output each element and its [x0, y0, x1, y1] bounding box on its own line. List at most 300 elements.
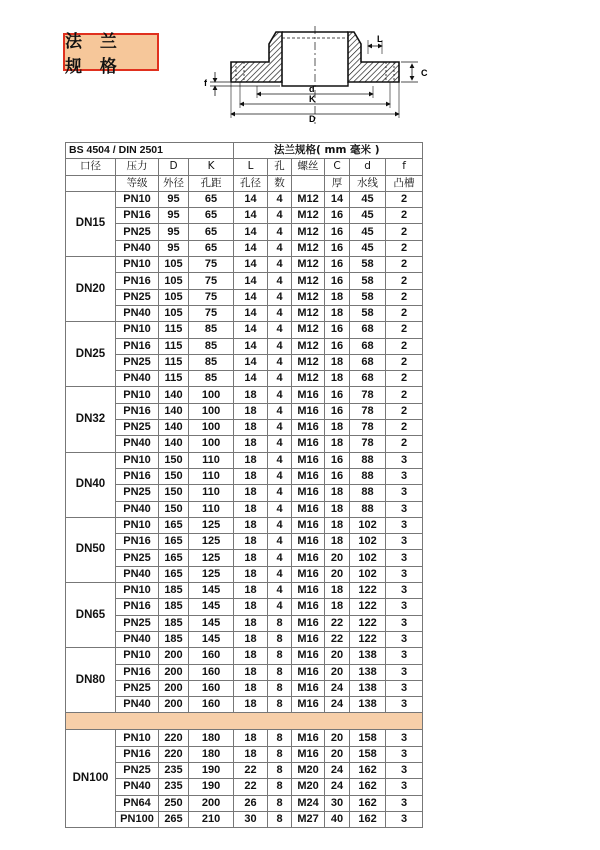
table-cell: 18: [234, 599, 268, 615]
table-cell: 18: [325, 501, 350, 517]
col-subheader-outer-diameter: 外径: [159, 175, 189, 191]
table-cell: 4: [268, 371, 292, 387]
table-cell: 75: [189, 273, 234, 289]
table-cell: 18: [234, 730, 268, 746]
table-cell: 200: [189, 795, 234, 811]
table-cell: 200: [159, 648, 189, 664]
table-cell: PN100: [116, 811, 159, 827]
table-cell: PN25: [116, 354, 159, 370]
table-cell: 100: [189, 436, 234, 452]
table-cell: 78: [350, 403, 386, 419]
table-cell: 138: [350, 697, 386, 713]
table-cell: 105: [159, 273, 189, 289]
table-cell: 85: [189, 371, 234, 387]
table-cell: 14: [234, 289, 268, 305]
table-cell: 8: [268, 795, 292, 811]
table-row: [66, 697, 423, 713]
table-cell: 18: [234, 436, 268, 452]
table-cell: 8: [268, 664, 292, 680]
table-cell: PN64: [116, 795, 159, 811]
table-cell: 24: [325, 762, 350, 778]
table-cell: 140: [159, 387, 189, 403]
standard-label: BS 4504 / DIN 2501: [66, 143, 234, 159]
table-cell: 40: [325, 811, 350, 827]
table-cell: 68: [350, 338, 386, 354]
table-cell: 115: [159, 322, 189, 338]
table-cell: 18: [234, 664, 268, 680]
table-cell: 190: [189, 779, 234, 795]
table-cell: 58: [350, 289, 386, 305]
table-cell: 160: [189, 664, 234, 680]
table-cell: 4: [268, 289, 292, 305]
table-cell: 16: [325, 273, 350, 289]
table-cell: 2: [386, 191, 423, 207]
table-cell: 4: [268, 534, 292, 550]
table-cell: 4: [268, 452, 292, 468]
table-cell: 8: [268, 762, 292, 778]
table-cell: 162: [350, 795, 386, 811]
col-subheader-waterline: 水线: [350, 175, 386, 191]
table-cell: 162: [350, 779, 386, 795]
table-cell: 16: [325, 208, 350, 224]
table-cell: 2: [386, 420, 423, 436]
table-cell: 2: [386, 371, 423, 387]
table-cell: 3: [386, 664, 423, 680]
table-cell: 16: [325, 387, 350, 403]
table-cell: 26: [234, 795, 268, 811]
table-cell: PN16: [116, 403, 159, 419]
col-header-d-waterline: d: [350, 159, 386, 175]
table-cell: 125: [189, 534, 234, 550]
col-header-k: K: [189, 159, 234, 175]
table-cell: 16: [325, 468, 350, 484]
table-cell: 18: [234, 468, 268, 484]
table-cell: 14: [234, 371, 268, 387]
table-cell: 100: [189, 387, 234, 403]
table-cell: 3: [386, 795, 423, 811]
table-cell: 3: [386, 631, 423, 647]
table-cell: 4: [268, 208, 292, 224]
table-cell: 2: [386, 273, 423, 289]
table-cell: M16: [292, 566, 325, 582]
table-cell: 18: [234, 387, 268, 403]
table-row: [66, 468, 423, 484]
table-row: [66, 387, 423, 403]
table-row: [66, 566, 423, 582]
table-row: [66, 795, 423, 811]
table-cell: 14: [234, 273, 268, 289]
table-cell: PN16: [116, 599, 159, 615]
table-cell: 165: [159, 550, 189, 566]
table-cell: M12: [292, 338, 325, 354]
table-cell: PN40: [116, 371, 159, 387]
table-cell: PN10: [116, 257, 159, 273]
table-cell: M12: [292, 354, 325, 370]
table-cell: 185: [159, 583, 189, 599]
table-cell: 110: [189, 468, 234, 484]
nominal-size-cell: DN100: [66, 730, 116, 828]
table-cell: 22: [234, 779, 268, 795]
table-cell: 102: [350, 534, 386, 550]
table-cell: 4: [268, 566, 292, 582]
table-cell: 24: [325, 680, 350, 696]
table-cell: 16: [325, 322, 350, 338]
table-cell: 3: [386, 566, 423, 582]
table-cell: 18: [325, 436, 350, 452]
table-cell: 125: [189, 566, 234, 582]
table-cell: 4: [268, 191, 292, 207]
table-cell: 16: [325, 338, 350, 354]
table-cell: PN16: [116, 208, 159, 224]
table-cell: 2: [386, 208, 423, 224]
table-cell: M12: [292, 257, 325, 273]
table-cell: 14: [234, 240, 268, 256]
col-header-bolt: 螺丝: [292, 159, 325, 175]
table-row: [66, 273, 423, 289]
table-cell: M16: [292, 501, 325, 517]
table-cell: 160: [189, 697, 234, 713]
table-cell: 145: [189, 615, 234, 631]
table-cell: 235: [159, 779, 189, 795]
table-cell: 105: [159, 289, 189, 305]
table-cell: 18: [234, 403, 268, 419]
table-cell: M16: [292, 631, 325, 647]
table-cell: 18: [234, 697, 268, 713]
table-cell: PN10: [116, 452, 159, 468]
table-cell: 14: [234, 257, 268, 273]
table-cell: 160: [189, 680, 234, 696]
table-cell: 18: [325, 485, 350, 501]
table-cell: 58: [350, 305, 386, 321]
table-cell: M16: [292, 664, 325, 680]
table-cell: 122: [350, 631, 386, 647]
table-cell: 78: [350, 387, 386, 403]
table-cell: 14: [234, 338, 268, 354]
table-cell: PN40: [116, 240, 159, 256]
table-cell: 2: [386, 338, 423, 354]
table-cell: 18: [234, 648, 268, 664]
table-cell: 95: [159, 224, 189, 240]
table-row: [66, 338, 423, 354]
nominal-size-cell: DN20: [66, 257, 116, 322]
table-cell: 162: [350, 762, 386, 778]
table-cell: 3: [386, 779, 423, 795]
table-cell: 45: [350, 224, 386, 240]
table-row: [66, 289, 423, 305]
table-cell: 3: [386, 746, 423, 762]
table-row: [66, 371, 423, 387]
table-cell: 145: [189, 583, 234, 599]
table-cell: 4: [268, 583, 292, 599]
dim-label-k: K: [309, 94, 316, 104]
table-cell: 4: [268, 273, 292, 289]
flange-right-section: [348, 32, 399, 82]
table-cell: 3: [386, 583, 423, 599]
table-cell: PN10: [116, 387, 159, 403]
table-cell: 8: [268, 648, 292, 664]
table-row: [66, 762, 423, 778]
col-header-holes: 孔: [268, 159, 292, 175]
page-title: 法 兰 规 格: [63, 33, 159, 71]
table-cell: 125: [189, 550, 234, 566]
table-cell: M12: [292, 322, 325, 338]
table-cell: 18: [325, 420, 350, 436]
table-cell: M12: [292, 191, 325, 207]
table-cell: PN16: [116, 534, 159, 550]
table-row: [66, 485, 423, 501]
table-cell: 18: [234, 517, 268, 533]
table-cell: 78: [350, 436, 386, 452]
table-cell: M12: [292, 240, 325, 256]
table-cell: 138: [350, 664, 386, 680]
table-cell: 18: [234, 420, 268, 436]
table-cell: 85: [189, 354, 234, 370]
table-cell: 85: [189, 338, 234, 354]
table-cell: 65: [189, 224, 234, 240]
table-cell: M16: [292, 583, 325, 599]
table-cell: 4: [268, 517, 292, 533]
table-row: [66, 550, 423, 566]
table-cell: 2: [386, 257, 423, 273]
table-cell: 185: [159, 599, 189, 615]
table-cell: PN10: [116, 191, 159, 207]
table-cell: 2: [386, 224, 423, 240]
table-cell: 138: [350, 680, 386, 696]
table-cell: 14: [234, 191, 268, 207]
table-cell: 185: [159, 615, 189, 631]
table-cell: 95: [159, 240, 189, 256]
table-cell: 45: [350, 208, 386, 224]
table-cell: PN25: [116, 550, 159, 566]
table-cell: 122: [350, 615, 386, 631]
table-cell: 14: [234, 208, 268, 224]
table-cell: 14: [234, 354, 268, 370]
col-subheader-bolt-empty: [292, 175, 325, 191]
table-cell: PN10: [116, 583, 159, 599]
table-cell: PN40: [116, 779, 159, 795]
table-cell: 160: [189, 648, 234, 664]
section-separator: [66, 713, 423, 730]
table-cell: M16: [292, 468, 325, 484]
table-cell: M16: [292, 599, 325, 615]
table-cell: M16: [292, 436, 325, 452]
table-row: [66, 224, 423, 240]
table-cell: 125: [189, 517, 234, 533]
table-cell: 8: [268, 746, 292, 762]
table-cell: 3: [386, 468, 423, 484]
table-cell: 150: [159, 501, 189, 517]
table-cell: 18: [234, 631, 268, 647]
table-cell: PN25: [116, 420, 159, 436]
table-row: [66, 436, 423, 452]
table-cell: 138: [350, 648, 386, 664]
col-subheader-grade: 等级: [116, 175, 159, 191]
table-cell: 18: [325, 305, 350, 321]
table-cell: M16: [292, 697, 325, 713]
table-cell: 18: [325, 289, 350, 305]
table-cell: PN16: [116, 468, 159, 484]
table-row: [66, 730, 423, 746]
table-cell: 3: [386, 680, 423, 696]
table-row: [66, 615, 423, 631]
col-subheader-groove: 凸槽: [386, 175, 423, 191]
col-header-size: 口径: [66, 159, 116, 175]
table-cell: PN40: [116, 697, 159, 713]
table-cell: PN16: [116, 273, 159, 289]
table-cell: 18: [325, 599, 350, 615]
table-cell: 105: [159, 257, 189, 273]
nominal-size-cell: DN80: [66, 648, 116, 713]
table-cell: 3: [386, 762, 423, 778]
table-cell: 4: [268, 468, 292, 484]
table-cell: 102: [350, 550, 386, 566]
table-cell: 65: [189, 240, 234, 256]
nominal-size-cell: DN65: [66, 583, 116, 648]
table-cell: 3: [386, 730, 423, 746]
table-cell: 95: [159, 208, 189, 224]
table-cell: 3: [386, 615, 423, 631]
spec-title: 法兰规格( mm 毫米 ): [234, 143, 423, 159]
table-cell: 100: [189, 420, 234, 436]
table-cell: 200: [159, 664, 189, 680]
table-cell: 140: [159, 420, 189, 436]
nominal-size-cell: DN25: [66, 322, 116, 387]
table-cell: PN10: [116, 730, 159, 746]
table-cell: PN25: [116, 289, 159, 305]
table-cell: 3: [386, 599, 423, 615]
table-cell: M12: [292, 371, 325, 387]
table-cell: 68: [350, 354, 386, 370]
table-cell: 16: [325, 257, 350, 273]
table-cell: 8: [268, 615, 292, 631]
dim-label-d: d: [309, 84, 315, 94]
table-cell: 18: [325, 371, 350, 387]
table-cell: 165: [159, 566, 189, 582]
table-cell: 20: [325, 664, 350, 680]
table-cell: 265: [159, 811, 189, 827]
table-cell: 16: [325, 452, 350, 468]
table-cell: 20: [325, 648, 350, 664]
table-cell: 220: [159, 730, 189, 746]
table-cell: 8: [268, 697, 292, 713]
table-cell: 45: [350, 191, 386, 207]
table-cell: PN10: [116, 517, 159, 533]
table-cell: 18: [325, 583, 350, 599]
table-cell: 16: [325, 224, 350, 240]
table-cell: PN25: [116, 224, 159, 240]
separator-cell: [66, 713, 423, 730]
table-cell: 18: [234, 550, 268, 566]
table-cell: 65: [189, 191, 234, 207]
table-cell: 150: [159, 452, 189, 468]
table-cell: M16: [292, 615, 325, 631]
table-row: [66, 322, 423, 338]
table-row: [66, 191, 423, 207]
table-cell: 3: [386, 697, 423, 713]
table-cell: PN16: [116, 664, 159, 680]
table-cell: 8: [268, 779, 292, 795]
table-cell: M16: [292, 485, 325, 501]
table-row: [66, 403, 423, 419]
table-cell: PN40: [116, 305, 159, 321]
table-cell: PN16: [116, 338, 159, 354]
table-row: [66, 534, 423, 550]
table-cell: M16: [292, 403, 325, 419]
table-cell: 4: [268, 354, 292, 370]
table-cell: 78: [350, 420, 386, 436]
table-cell: 145: [189, 631, 234, 647]
table-cell: M12: [292, 224, 325, 240]
table-cell: 180: [189, 730, 234, 746]
table-cell: 18: [234, 746, 268, 762]
table-cell: 4: [268, 501, 292, 517]
table-row: [66, 354, 423, 370]
table-cell: 18: [234, 485, 268, 501]
table-cell: 250: [159, 795, 189, 811]
table-cell: 65: [189, 208, 234, 224]
table-row: [66, 648, 423, 664]
dim-label-dd: D: [309, 114, 316, 124]
table-cell: 8: [268, 680, 292, 696]
table-cell: M16: [292, 550, 325, 566]
table-cell: 122: [350, 583, 386, 599]
flange-left-section: [231, 32, 282, 82]
table-cell: PN25: [116, 680, 159, 696]
table-cell: 14: [234, 305, 268, 321]
table-cell: 3: [386, 501, 423, 517]
table-cell: 115: [159, 354, 189, 370]
table-cell: 18: [234, 680, 268, 696]
table-cell: 8: [268, 811, 292, 827]
table-row: [66, 746, 423, 762]
table-cell: M16: [292, 746, 325, 762]
table-cell: 2: [386, 289, 423, 305]
table-row: [66, 680, 423, 696]
table-cell: 3: [386, 452, 423, 468]
table-cell: 14: [234, 224, 268, 240]
table-cell: 4: [268, 420, 292, 436]
table-cell: 140: [159, 403, 189, 419]
table-cell: 3: [386, 517, 423, 533]
table-cell: 75: [189, 257, 234, 273]
table-cell: M20: [292, 779, 325, 795]
table-cell: 75: [189, 289, 234, 305]
nominal-size-cell: DN32: [66, 387, 116, 452]
dim-label-f: f: [204, 78, 207, 88]
table-cell: 95: [159, 191, 189, 207]
nominal-size-cell: DN50: [66, 517, 116, 582]
table-cell: M16: [292, 730, 325, 746]
table-cell: M24: [292, 795, 325, 811]
table-cell: M16: [292, 534, 325, 550]
table-cell: 18: [234, 615, 268, 631]
table-cell: 3: [386, 485, 423, 501]
col-subheader-hole-pitch: 孔距: [189, 175, 234, 191]
table-cell: 190: [189, 762, 234, 778]
table-cell: 68: [350, 322, 386, 338]
table-cell: 18: [234, 583, 268, 599]
table-cell: 88: [350, 468, 386, 484]
col-header-c: C: [325, 159, 350, 175]
table-cell: 22: [234, 762, 268, 778]
table-cell: 4: [268, 550, 292, 566]
table-row: [66, 452, 423, 468]
table-cell: PN25: [116, 615, 159, 631]
table-cell: PN40: [116, 631, 159, 647]
table-cell: 20: [325, 550, 350, 566]
table-cell: 3: [386, 811, 423, 827]
table-row: [66, 305, 423, 321]
